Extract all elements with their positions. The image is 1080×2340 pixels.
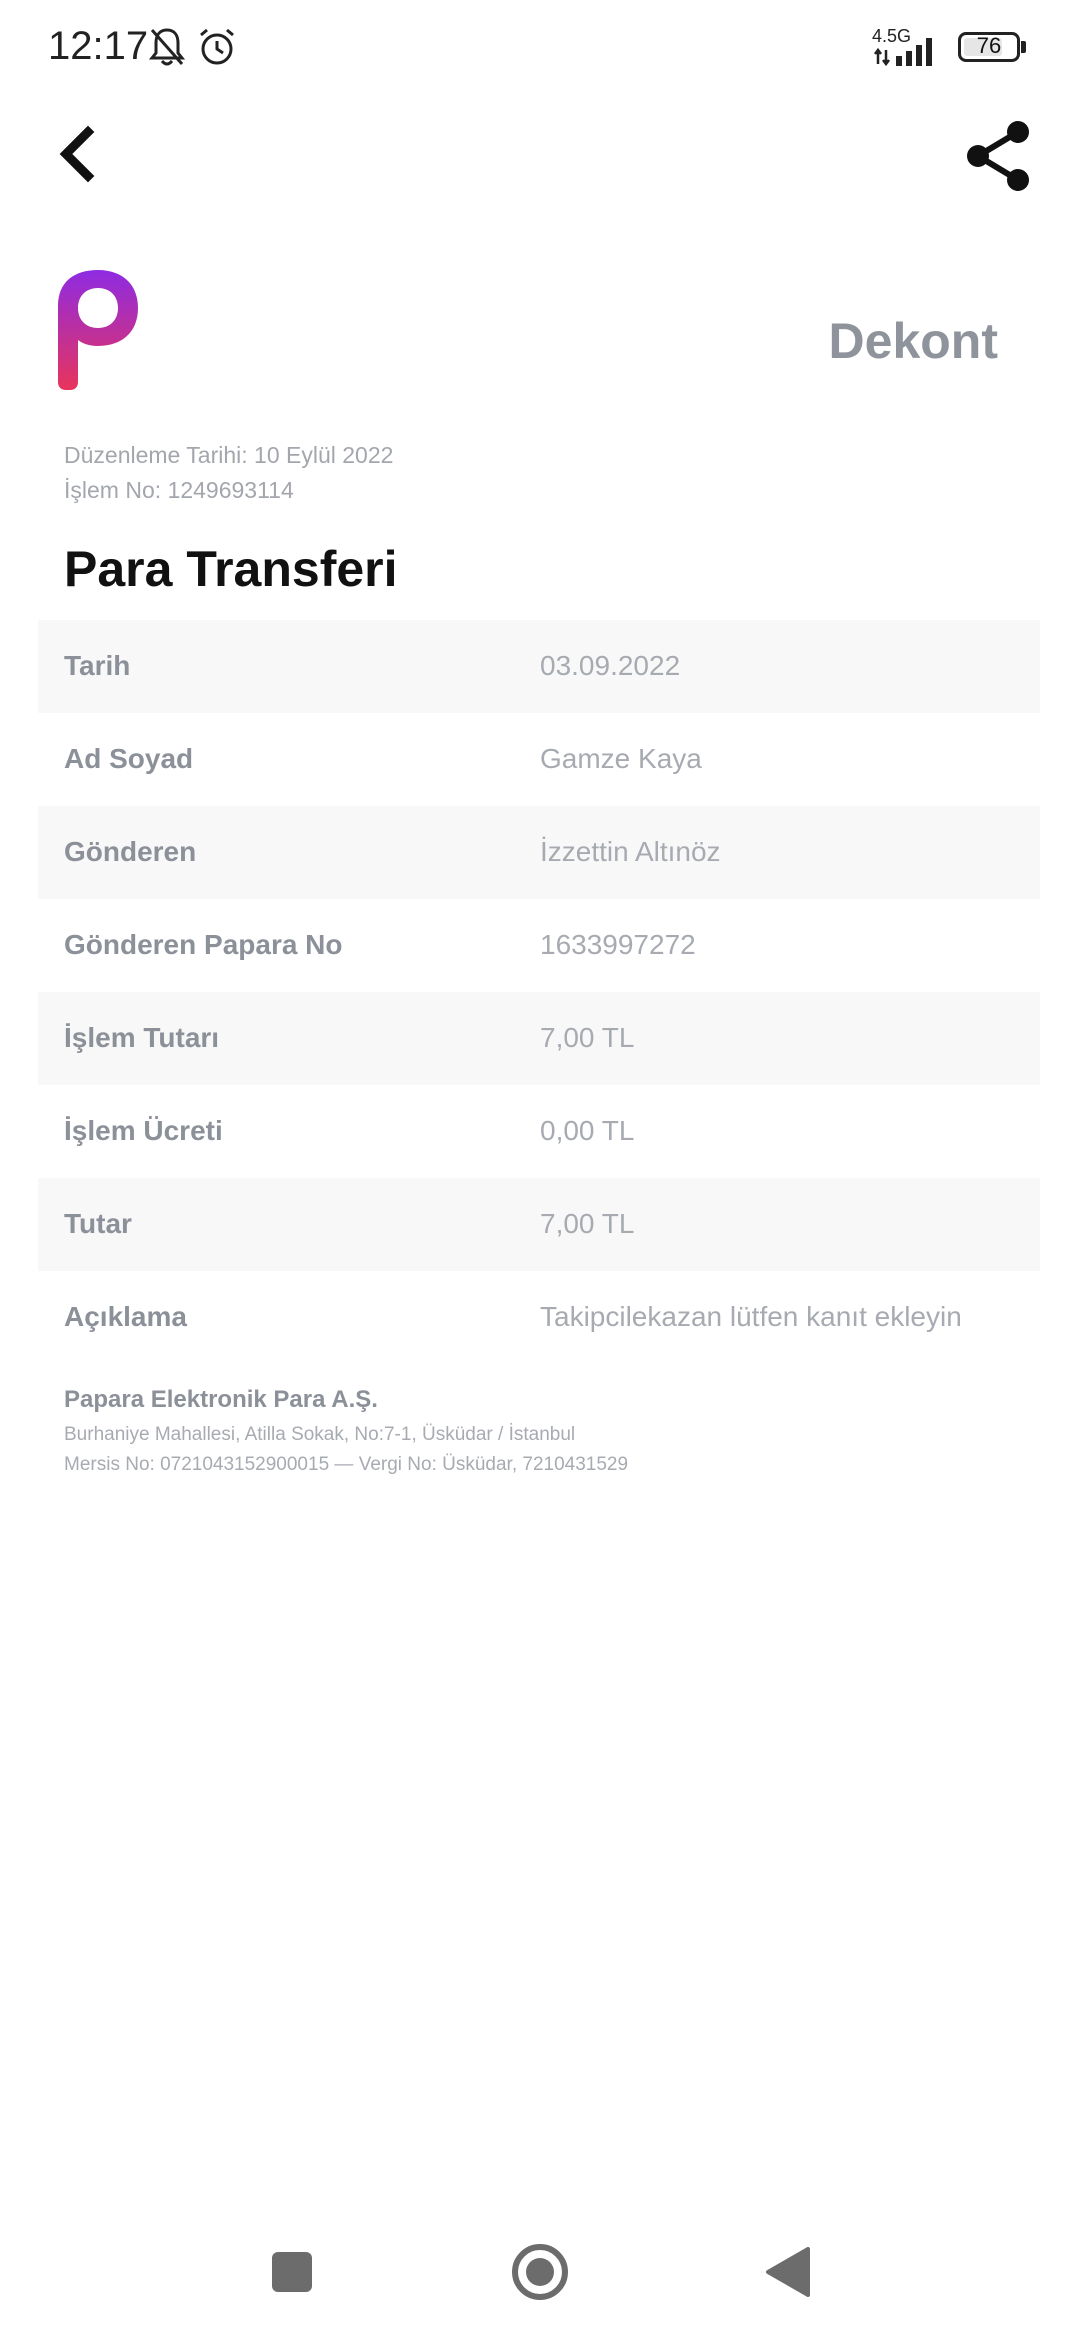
detail-value: İzzettin Altınöz xyxy=(540,836,721,867)
detail-label: Tutar xyxy=(64,1208,132,1239)
home-button[interactable] xyxy=(510,2242,570,2302)
alarm-icon xyxy=(196,26,238,68)
detail-value: Takipcilekazan lütfen kanıt ekleyin xyxy=(540,1301,962,1332)
status-bar xyxy=(0,0,1080,100)
back-button[interactable] xyxy=(44,120,114,190)
home-circle-icon xyxy=(515,2247,565,2297)
detail-value: 7,00 TL xyxy=(540,1022,635,1053)
signal-icon xyxy=(874,36,940,66)
detail-label: Açıklama xyxy=(64,1301,187,1332)
detail-row-description xyxy=(38,1271,1040,1364)
detail-value: 1633997272 xyxy=(540,929,696,960)
battery-indicator xyxy=(958,32,1020,62)
triangle-back-icon xyxy=(768,2249,808,2295)
detail-label: Gönderen xyxy=(64,836,197,867)
chevron-left-icon xyxy=(66,132,88,176)
detail-row-date xyxy=(38,620,1040,713)
system-back-button[interactable] xyxy=(764,2246,812,2298)
bell-off-icon xyxy=(148,26,186,68)
detail-value: Gamze Kaya xyxy=(540,743,702,774)
detail-label: Tarih xyxy=(64,650,131,681)
detail-row-transaction-fee xyxy=(38,1085,1040,1178)
edit-date: Düzenleme Tarihi: 10 Eylül 2022 xyxy=(64,442,394,468)
network-type: 4.5G xyxy=(872,26,912,46)
detail-label: İşlem Ücreti xyxy=(64,1115,223,1146)
transfer-details-table xyxy=(38,620,1040,1364)
status-time: 12:17 xyxy=(48,24,149,68)
detail-label: İşlem Tutarı xyxy=(64,1022,220,1053)
company-name: Papara Elektronik Para A.Ş. xyxy=(64,1386,378,1413)
battery-percent: 76 xyxy=(976,33,1002,58)
detail-label: Ad Soyad xyxy=(64,743,194,774)
share-icon xyxy=(967,121,1029,191)
detail-row-transaction-amount xyxy=(38,992,1040,1085)
battery-cap xyxy=(1021,41,1026,53)
detail-value: 0,00 TL xyxy=(540,1115,635,1146)
company-registry: Mersis No: 0721043152900015 — Vergi No: Üsküdar, 7210431529 xyxy=(64,1454,629,1475)
company-address: Burhaniye Mahallesi, Atilla Sokak, No:7-1, Üsküdar / İstanbul xyxy=(64,1424,576,1445)
detail-row-sender-papara-no xyxy=(38,899,1040,992)
papara-logo xyxy=(58,266,138,390)
detail-label: Gönderen Papara No xyxy=(64,929,343,960)
detail-row-recipient xyxy=(38,713,1040,806)
share-button[interactable] xyxy=(960,118,1036,194)
page-title: Para Transferi xyxy=(64,541,398,597)
detail-value: 7,00 TL xyxy=(540,1208,635,1239)
detail-value: 03.09.2022 xyxy=(540,650,681,681)
detail-row-sender xyxy=(38,806,1040,899)
detail-row-total xyxy=(38,1178,1040,1271)
recents-button[interactable] xyxy=(272,2252,312,2292)
document-label: Dekont xyxy=(828,313,998,369)
transaction-number: İşlem No: 1249693114 xyxy=(64,477,294,503)
